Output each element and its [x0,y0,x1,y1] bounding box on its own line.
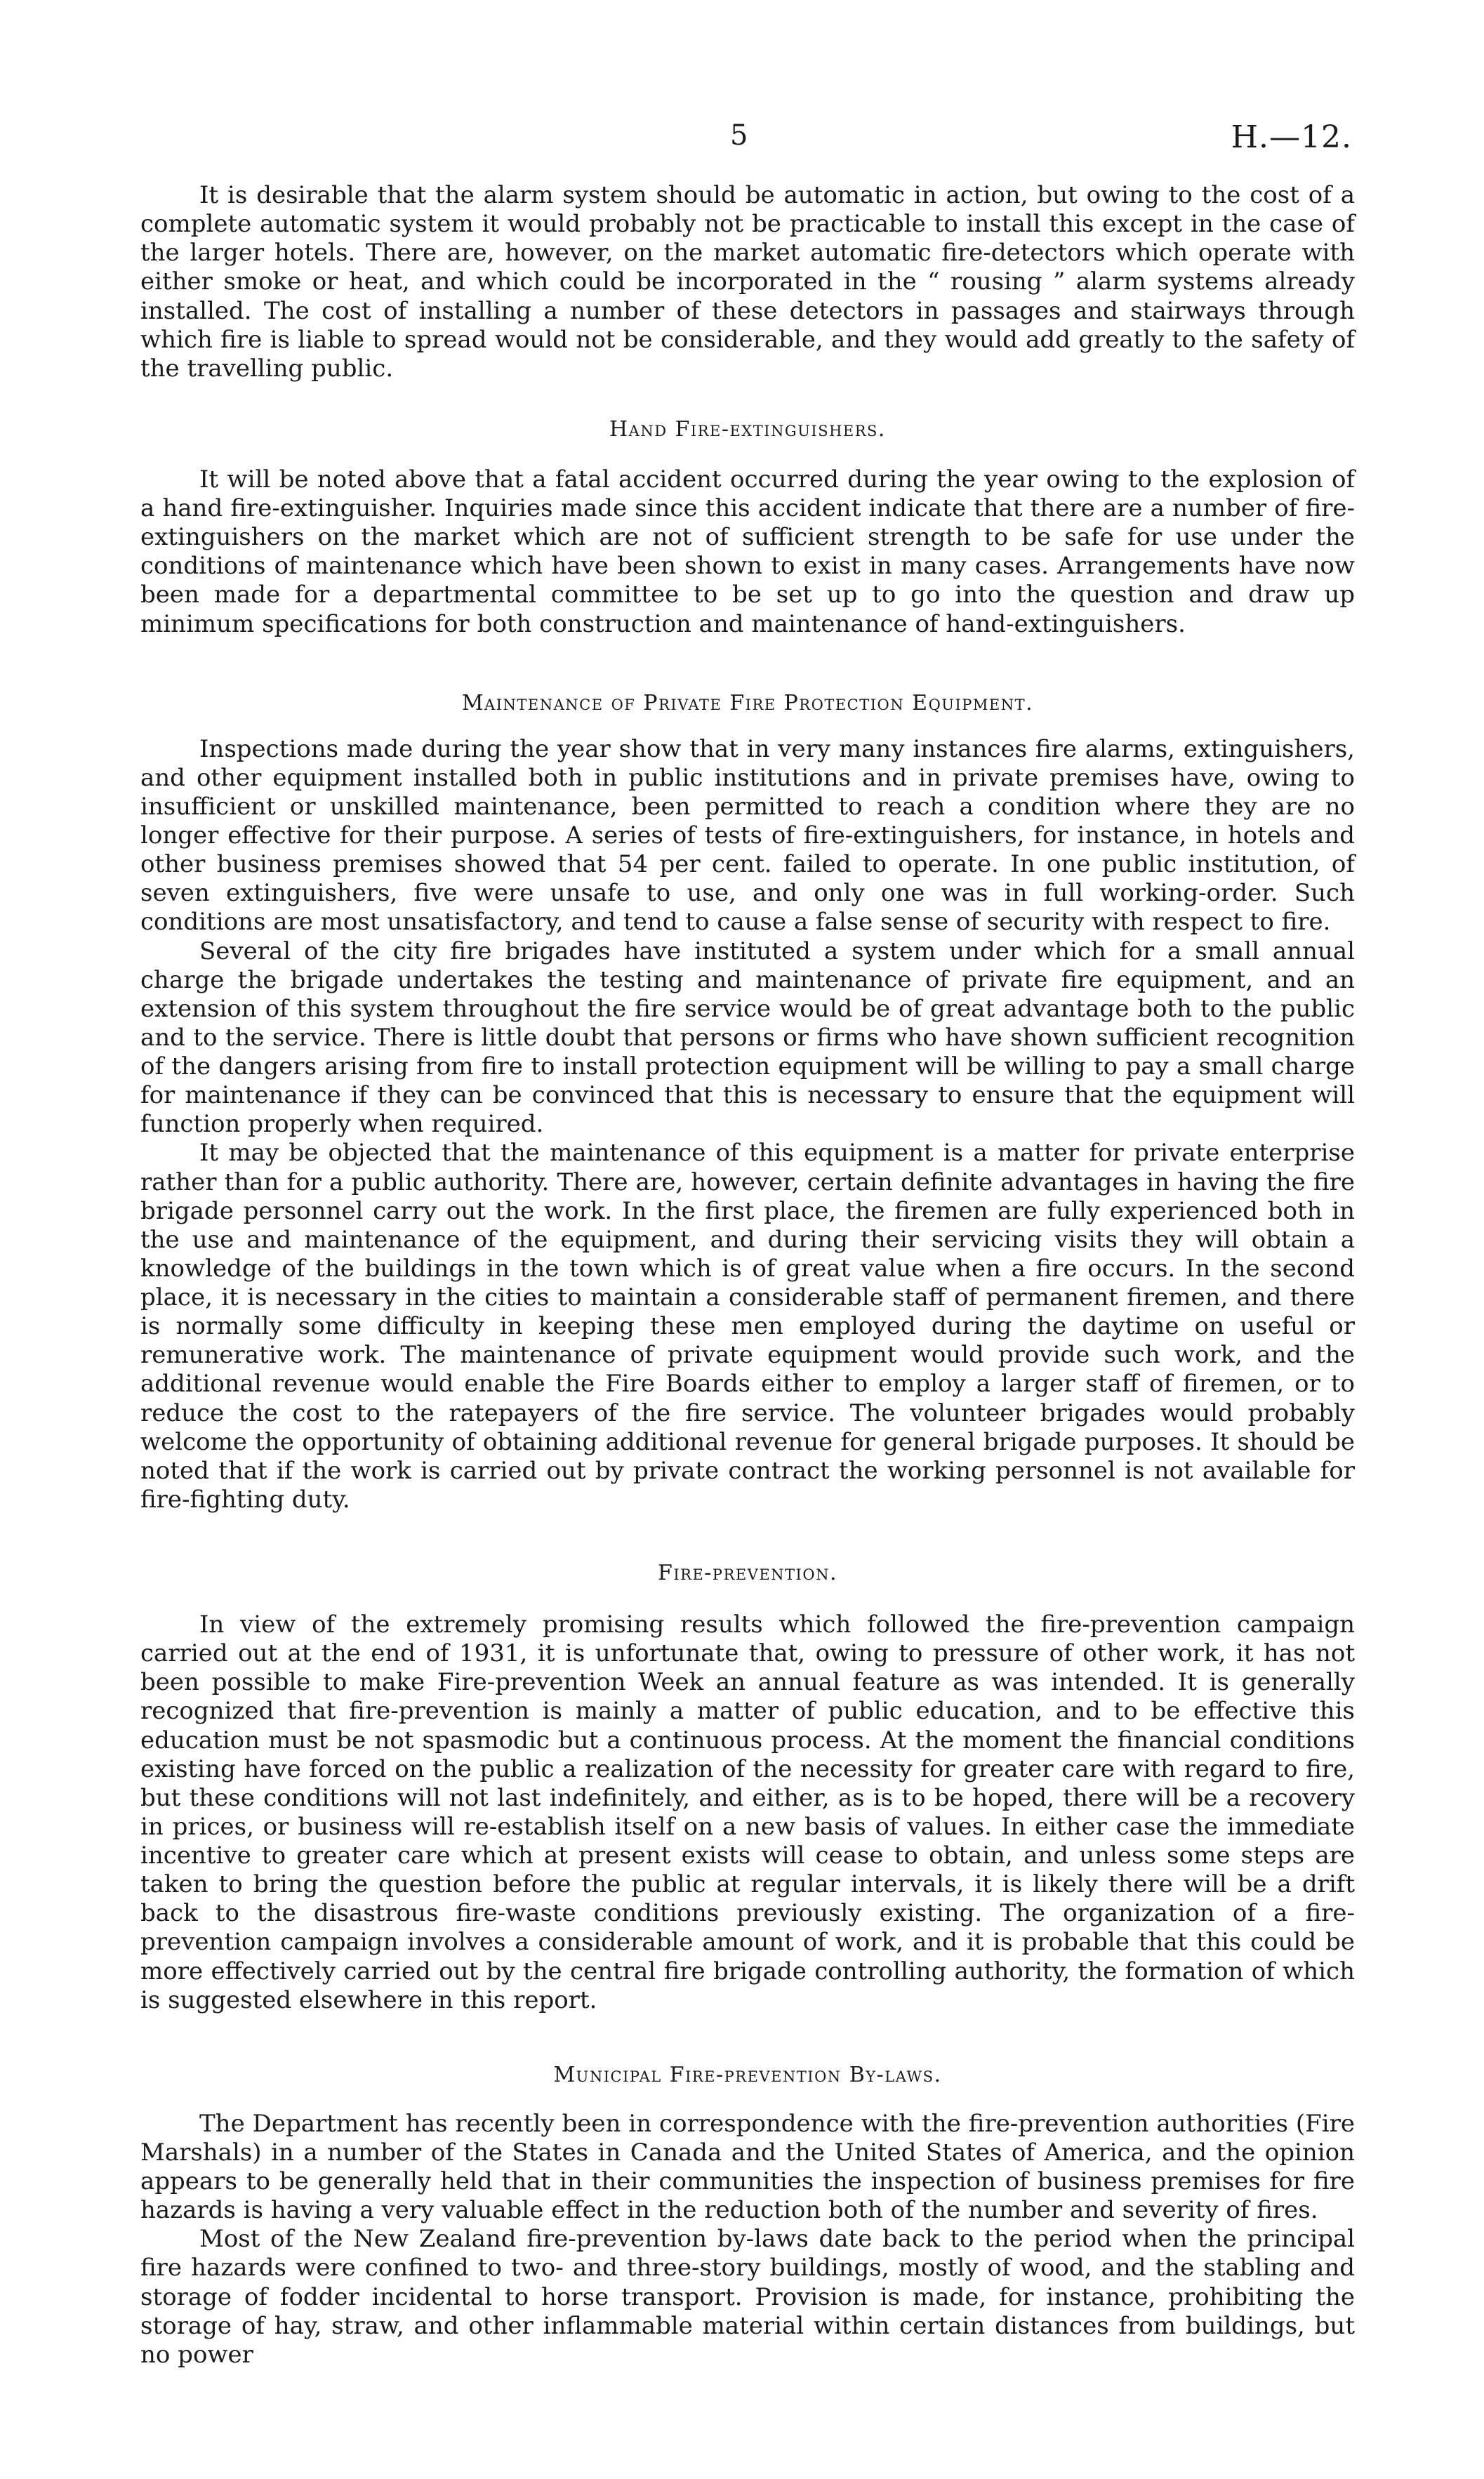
section-municipal-by-laws [140,2063,1355,2369]
document-reference: H.—12. [1231,119,1352,155]
paragraph: In view of the extremely promising results which followed the fire-prevention campaign carried out at the end of 1931, it is unfortunate that, owing to pressure of other work, it has not been possible to make Fire-prevention Week an annual feature as was intended. It is generally recognized that fire-prevention is mainly a matter of public education, and to be effective this education must be not spasmodic but a continuous process. At the moment the financial conditions existing have forced on the public a realization of the necessity for greater care with regard to fire, but these conditions will not last indefinitely, and either, as is to be hoped, there will be a recovery in prices, or business will re-establish itself on a new basis of values. In either case the immediate incentive to greater care which at present exists will cease to obtain, and unless some steps are taken to bring the question before the public at regular intervals, it is likely there will be a drift back to the disastrous fire-waste conditions previously existing. The organization of a fire-prevention campaign involves a considerable amount of work, and it is probable that this could be more effectively carried out by the central fire brigade controlling authority, the formation of which is suggested elsewhere in this report. [140,1611,1355,2014]
page-header [0,119,1484,161]
paragraph: Inspections made during the year show that in very many instances fire alarms, extinguishers, and other equipment installed both in public institutions and in private premises have, owing to insufficient or unskilled maintenance, been permitted to reach a condition where they are no longer effective for their purpose. A series of tests of fire-extinguishers, for instance, in hotels and other business premises showed that 54 per cent. failed to operate. In one public institution, of seven extinguishers, five were unsafe to use, and only one was in full working-order. Such conditions are most unsatisfactory, and tend to cause a false sense of security with respect to fire. [140,734,1355,937]
section-fire-prevention [140,1561,1355,2015]
paragraph: The Department has recently been in correspondence with the fire-prevention authorities (Fire Marshals) in a number of the States in Canada and the United States of America, and the opinion appears to be generally held that in their communities the inspection of business premises for fire hazards is having a very valuable effect in the reduction both of the number and severity of fires. [140,2109,1355,2225]
section-heading: Maintenance of Private Fire Protection Equipment. [461,690,1034,715]
paragraph: Most of the New Zealand fire-prevention by-laws date back to the period when the principal fire hazards were confined to two- and three-story buildings, mostly of wood, and the stabling and storage of fodder incidental to horse transport. Provision is made, for instance, prohibiting the storage of hay, straw, and other inflammable material within certain distances from buildings, but no power [140,2225,1355,2369]
section-alarm-systems [140,181,1355,383]
section-heading: Hand Fire-extinguishers. [609,416,886,442]
section-hand-fire-extinguishers [140,417,1355,639]
section-private-equipment-maintenance [140,691,1355,1514]
paragraph: It will be noted above that a fatal accident occurred during the year owing to the explosion of a hand fire-extinguisher. Inquiries made since this accident indicate that there are a number of fire-extinguishers on the market which are not of sufficient strength to be safe for use under the conditions of maintenance which have been shown to exist in many cases. Arrangements have now been made for a departmental committee to be set up to go into the question and draw up minimum specifications for both construction and maintenance of hand-extinguishers. [140,465,1355,638]
section-heading: Fire-prevention. [658,1561,837,1585]
document-body [140,181,1355,2369]
paragraph: Several of the city fire brigades have instituted a system under which for a small annual charge the brigade undertakes the testing and maintenance of private fire equipment, and an extension of this system throughout the fire service would be of great advantage both to the public and to the service. There is little doubt that persons or firms who have shown sufficient recognition of the dangers arising from fire to install protection equipment will be willing to pay a small charge for maintenance if they can be convinced that this is necessary to ensure that the equipment will function properly when required. [140,937,1355,1139]
paragraph: It may be objected that the maintenance of this equipment is a matter for private enterprise rather than for a public authority. There are, however, certain definite advantages in having the fire brigade personnel carry out the work. In the first place, the firemen are fully experienced both in the use and maintenance of the equipment, and during their servicing visits they will obtain a knowledge of the buildings in the town which is of great value when a fire occurs. In the second place, it is necessary in the cities to maintain a considerable staff of permanent firemen, and there is normally some difficulty in keeping these men employed during the daytime on useful or remunerative work. The maintenance of private equipment would provide such work, and the additional revenue would enable the Fire Boards either to employ a larger staff of firemen, or to reduce the cost to the ratepayers of the fire service. The volunteer brigades would probably welcome the opportunity of obtaining additional revenue for general brigade purposes. It should be noted that if the work is carried out by private contract the working personnel is not available for fire-fighting duty. [140,1139,1355,1514]
section-heading: Municipal Fire-prevention By-laws. [553,2062,942,2087]
paragraph: It is desirable that the alarm system should be automatic in action, but owing to the cost of a complete automatic system it would probably not be practicable to install this except in the case of the larger hotels. There are, however, on the market automatic fire-detectors which operate with either smoke or heat, and which could be incorporated in the “ rousing ” alarm systems already installed. The cost of installing a number of these detectors in passages and stairways through which fire is liable to spread would not be considerable, and they would add greatly to the safety of the travelling public. [140,181,1355,383]
page-number: 5 [730,119,748,152]
